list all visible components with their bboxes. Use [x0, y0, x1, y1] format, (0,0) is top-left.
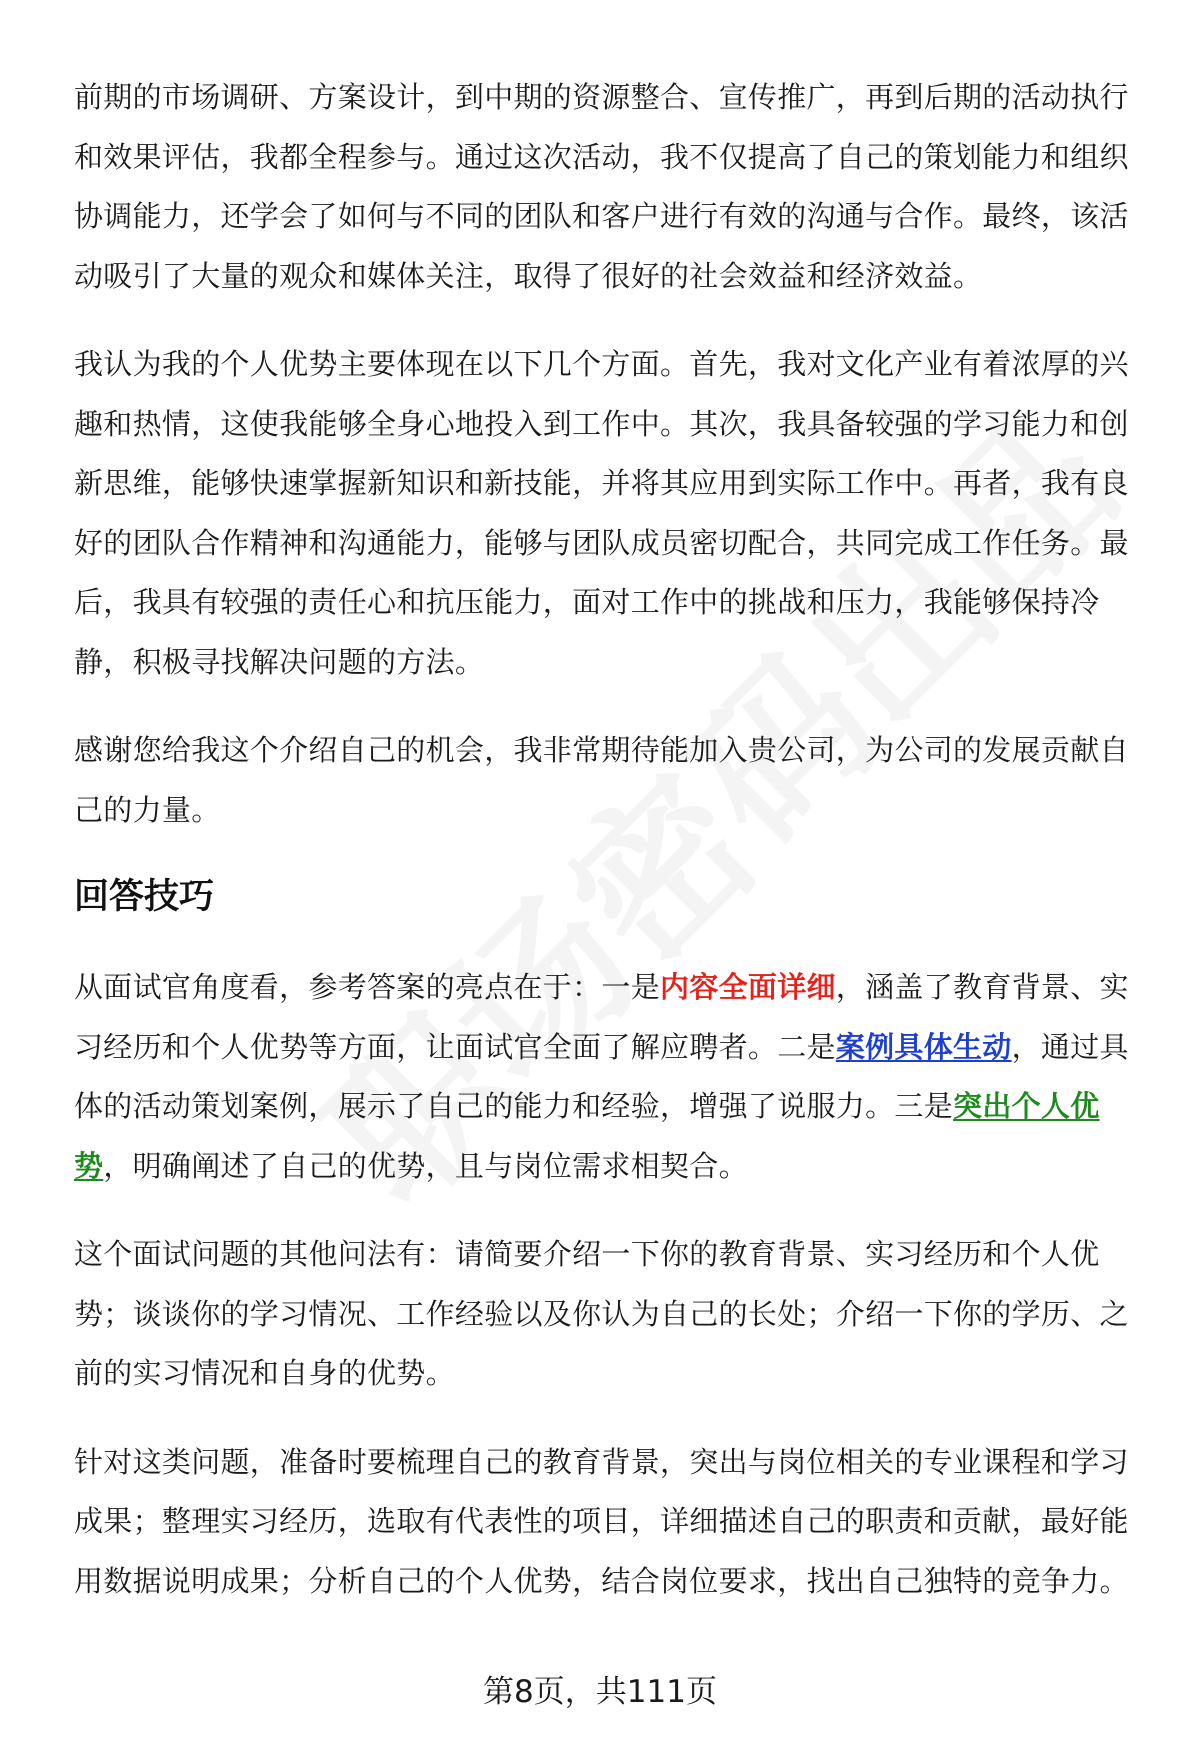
paragraph-closing-thanks: 感谢您给我这个介绍自己的机会，我非常期待能加入贵公司，为公司的发展贡献自己的力量。 — [74, 733, 1129, 827]
text-run: 从面试官角度看，参考答案的亮点在于：一是 — [74, 970, 661, 1004]
highlight-personal-advantage: 突出个人优势 — [74, 1089, 1100, 1183]
paragraph-preparation-advice: 针对这类问题，准备时要梳理自己的教育背景，突出与岗位相关的专业课程和学习成果；整理实习经历，选取有代表性的项目，详细描述自己的职责和贡献，最好能用数据说明成果；分析自己的个人优势，结合岗位要求，找出自己独特的竞争力。 — [74, 1444, 1129, 1598]
paragraph-tips-highlights — [74, 958, 1154, 1196]
section-heading-answer-tips: 回答技巧 — [74, 877, 215, 917]
paragraph-experience-end: 前期的市场调研、方案设计，到中期的资源整合、宣传推广，再到后期的活动执行和效果评估，我都全程参与。通过这次活动，我不仅提高了自己的策划能力和组织协调能力，还学会了如何与不同的团队和客户进行有效的沟通与合作。最终，该活动吸引了大量的观众和媒体关注，取得了很好的社会效益和经济效益。 — [74, 80, 1129, 293]
text-run: ，明确阐述了自己的优势，且与岗位需求相契合。 — [103, 1148, 748, 1183]
paragraph-personal-strengths: 我认为我的个人优势主要体现在以下几个方面。首先，我对文化产业有着浓厚的兴趣和热情，这使我能够全身心地投入到工作中。其次，我具备较强的学习能力和创新思维，能够快速掌握新知识和新技能，并将其应用到实际工作中。再者，我有良好的团队合作精神和沟通能力，能够与团队成员密切配合，共同完成工作任务。最后，我具有较强的责任心和抗压能力，面对工作中的挑战和压力，我能够保持冷静，积极寻找解决问题的方法。 — [74, 347, 1129, 679]
page-number-footer: 第8页，共111页 — [483, 1674, 717, 1710]
text-run: ，涵盖了教育背景、实习经历和个人优势等方面，让面试官全面了解应聘者。二是 — [74, 970, 1129, 1064]
document-page — [74, 68, 1154, 1640]
text-run: ，通过具体的活动策划案例，展示了自己的能力和经验，增强了说服力。三是 — [74, 1029, 1129, 1123]
paragraph-alternative-questions: 这个面试问题的其他问法有：请简要介绍一下你的教育背景、实习经历和个人优势；谈谈你的学习情况、工作经验以及你认为自己的长处；介绍一下你的学历、之前的实习情况和自身的优势。 — [74, 1237, 1129, 1390]
highlight-comprehensive: 内容全面详细 — [660, 970, 836, 1004]
highlight-specific-case: 案例具体生动 — [835, 1029, 1012, 1064]
